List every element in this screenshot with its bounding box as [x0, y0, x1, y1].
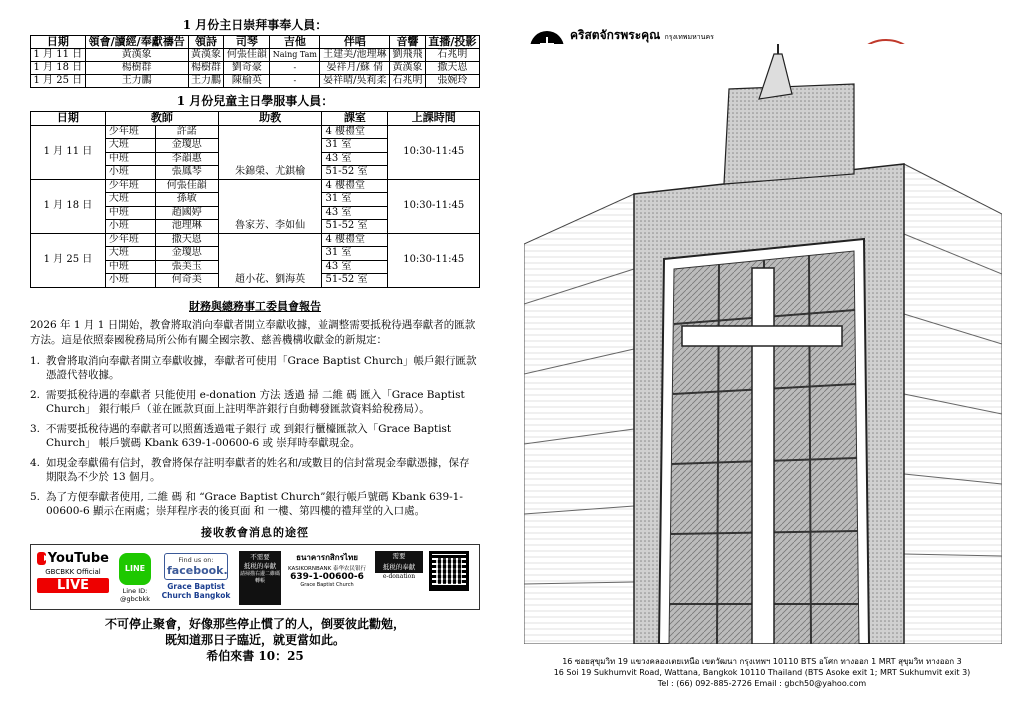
finance-report-item — [30, 456, 480, 485]
kbank-account — [285, 551, 369, 605]
kids-row — [31, 179, 480, 193]
item-number: 1. — [30, 354, 41, 367]
kids-row — [31, 125, 480, 139]
roster-cell: 楊樹群 — [188, 62, 224, 75]
kids-room: 43 室 — [322, 260, 388, 274]
roster-cell: 1 月 11 日 — [31, 49, 86, 62]
kids-row — [31, 233, 480, 247]
kids-header: 課室 — [322, 112, 388, 126]
kids-time: 10:30-11:45 — [388, 125, 480, 179]
kids-assistant — [218, 260, 322, 274]
roster-row — [31, 62, 480, 75]
roster-cell: 黃漢象 — [390, 62, 426, 75]
item-number: 3. — [30, 422, 41, 435]
roster-cell: 1 月 25 日 — [31, 75, 86, 88]
finance-report-item — [30, 354, 480, 383]
kids-assistant — [218, 125, 322, 139]
line-channel[interactable] — [115, 551, 155, 605]
kids-header: 教師 — [105, 112, 218, 126]
roster-cell: 劉飛飛 — [390, 49, 426, 62]
church-address — [522, 656, 1002, 689]
facebook-channel[interactable] — [161, 551, 231, 605]
roster-cell: 劉奇豪 — [224, 62, 270, 75]
kbank-holder: Grace Baptist Church — [300, 581, 354, 588]
kids-teacher: 何張佳韻 — [155, 179, 218, 193]
roster-cell: 何張佳韻 — [224, 49, 270, 62]
kids-assistant — [218, 152, 322, 166]
finance-report-item — [30, 422, 480, 451]
roster-cell: 王力鵬 — [85, 75, 188, 88]
bible-verse: 不可停止聚會，好像那些停止慣了的人，倒要彼此勸勉， 既知道那日子臨近，就更當如此。 希伯來書 10：25 — [104, 616, 405, 663]
kids-teacher: 許諾 — [155, 125, 218, 139]
facebook-page-name: Grace Baptist Church Bangkok — [161, 581, 231, 600]
kids-assistant: 趙小花、劉海英 — [218, 274, 322, 288]
kids-teacher: 趙國婷 — [155, 206, 218, 220]
kids-time: 10:30-11:45 — [388, 179, 480, 233]
kids-class: 少年班 — [105, 233, 155, 247]
item-text: 為了方便奉獻者使用, 二維 碼 和 “Grace Baptist Church”銀行帳戶號碼 Kbank 639-1-00600-6 顯示在兩處；崇拜程序表的後頁面 和 一樓、第四樓的禮拜堂的入口處。 — [46, 490, 463, 517]
roster-cell: 張婉玲 — [425, 75, 479, 88]
kids-header: 上課時間 — [388, 112, 480, 126]
kids-class: 少年班 — [105, 179, 155, 193]
kids-assistant — [218, 179, 322, 193]
finance-report-item — [30, 490, 480, 519]
roster-cell: 撒天恩 — [425, 62, 479, 75]
roster-cell: 黃漢象 — [85, 49, 188, 62]
kids-room: 51-52 室 — [322, 220, 388, 234]
kids-class: 小班 — [105, 220, 155, 234]
line-logo-icon: LINE — [119, 553, 151, 585]
roster-header: 伴唱 — [320, 36, 390, 49]
kids-class: 小班 — [105, 274, 155, 288]
roster-cell: - — [270, 62, 320, 75]
roster-cell: 石兆明 — [425, 49, 479, 62]
roster-header: 司琴 — [224, 36, 270, 49]
kids-assistant — [218, 233, 322, 247]
kids-assistant — [218, 139, 322, 153]
kids-teacher: 孫敏 — [155, 193, 218, 207]
kids-teacher: 何奇美 — [155, 274, 218, 288]
roster-header: 日期 — [31, 36, 86, 49]
kids-header: 日期 — [31, 112, 106, 126]
item-text: 不需要抵稅待遇的奉獻者可以照舊透過電子銀行 或 到銀行櫃檯匯款入「Grace Baptist Church」 帳戶號碼 Kbank 639-1-00600-6 或 崇拜時奉獻現金。 — [46, 422, 452, 449]
kids-room: 4 樓禮堂 — [322, 233, 388, 247]
youtube-play-icon — [37, 552, 46, 565]
kids-teacher: 張美玉 — [155, 260, 218, 274]
roster-row — [31, 75, 480, 88]
receive-news-title: 接收教會消息的途徑 — [201, 525, 309, 539]
kids-teacher: 池理琳 — [155, 220, 218, 234]
left-page — [30, 14, 480, 664]
kids-teacher: 張鳳琴 — [155, 166, 218, 180]
kids-roster-title: 1 月份兒童主日學服事人員： — [176, 94, 334, 108]
roster-cell: 1 月 18 日 — [31, 62, 86, 75]
kbank-en: KASIKORNBANK 泰华农民银行 — [288, 565, 366, 572]
church-building-illustration — [524, 44, 1002, 644]
receive-channels-box — [30, 544, 480, 610]
kids-teacher: 金瓊思 — [155, 247, 218, 261]
contact-info: Tel : (66) 092-885-2726 Email : gbch50@yahoo.com — [657, 679, 867, 688]
finance-report-intro: 2026 年 1 月 1 日開始，教會將取消向奉獻者開立奉獻收據，並調整需要抵稅待遇奉獻者的匯款方法。這是依照泰國稅務局所公佈有關全國宗教、慈善機構收獻金的新規定： — [30, 318, 476, 346]
kids-room: 51-52 室 — [322, 166, 388, 180]
kids-teacher: 李韻惠 — [155, 152, 218, 166]
item-text: 需要抵稅待遇的奉獻者 只能使用 e-donation 方法 透過 掃 二維 碼 匯入「Grace Baptist Church」 銀行帳戶（並在匯款頁面上註明準許銀行自動轉發匯款資料給稅務局）。 — [46, 388, 465, 415]
kids-assistant: 魯家芳、李如仙 — [218, 220, 322, 234]
kbank-account-number: 639-1-00600-6 — [290, 571, 364, 582]
kids-room: 51-52 室 — [322, 274, 388, 288]
kids-class: 大班 — [105, 193, 155, 207]
facebook-logo: Find us on: facebook. — [164, 553, 228, 580]
kids-date: 1 月 18 日 — [31, 179, 106, 233]
kids-class: 中班 — [105, 152, 155, 166]
donation-qr-code-icon[interactable] — [429, 551, 469, 591]
roster-cell: Naing Tam — [270, 49, 320, 62]
finance-report-list — [30, 354, 480, 519]
right-page — [522, 0, 1002, 724]
item-number: 2. — [30, 388, 41, 401]
roster-row — [31, 49, 480, 62]
kids-assistant — [218, 193, 322, 207]
item-number: 4. — [30, 456, 41, 469]
finance-report-title: 財務與總務事工委員會報告 — [189, 299, 321, 313]
kids-date: 1 月 25 日 — [31, 233, 106, 287]
kids-room: 4 樓禮堂 — [322, 125, 388, 139]
roster-cell: 晏祥晴/吳莉柔 — [320, 75, 390, 88]
kids-header: 助教 — [218, 112, 322, 126]
youtube-channel[interactable] — [37, 551, 109, 605]
kids-assistant — [218, 247, 322, 261]
kbank-name: ธนาคารกสิกรไทย — [296, 552, 358, 562]
kids-teacher: 撒天恩 — [155, 233, 218, 247]
roster-header: 音響 — [390, 36, 426, 49]
kids-class: 大班 — [105, 247, 155, 261]
kids-class: 小班 — [105, 166, 155, 180]
item-text: 如現金奉獻備有信封，教會將保存註明奉獻者的姓名和/或數目的信封當現金奉獻憑據，保存期限為不少於 13 個月。 — [46, 456, 470, 483]
roster-cell: 石兆明 — [390, 75, 426, 88]
sunday-roster-table — [30, 35, 480, 88]
roster-cell: 黃漢象 — [188, 49, 224, 62]
roster-header: 吉他 — [270, 36, 320, 49]
youtube-live-badge: LIVE — [37, 578, 109, 593]
kids-room: 31 室 — [322, 139, 388, 153]
youtube-logo: YouTube — [37, 551, 109, 566]
kids-assistant — [218, 206, 322, 220]
youtube-channel-name: GBCBKK Official — [45, 567, 101, 576]
kids-time: 10:30-11:45 — [388, 233, 480, 287]
item-number: 5. — [30, 490, 41, 503]
kids-roster-table — [30, 111, 480, 288]
roster-cell: 陳榆英 — [224, 75, 270, 88]
no-tax-donation-label: 不需要 抵税的奉献 請掃描右邊二維碼轉帳 — [239, 551, 281, 605]
kids-room: 43 室 — [322, 152, 388, 166]
tax-donation-label: 需要 抵税的奉献 e-donation — [375, 551, 423, 605]
address-english: 16 Soi 19 Sukhumvit Road, Wattana, Bangkok 10110 Thailand (BTS Asoke exit 1; MRT Sukhumvit exit 3) — [553, 668, 971, 677]
kids-class: 大班 — [105, 139, 155, 153]
kids-assistant: 朱錦榮、尤錤榆 — [218, 166, 322, 180]
kids-class: 中班 — [105, 260, 155, 274]
roster-header: 直播/投影 — [425, 36, 479, 49]
line-id: Line ID: @gbcbkk — [120, 586, 150, 603]
kids-room: 31 室 — [322, 193, 388, 207]
kids-room: 43 室 — [322, 206, 388, 220]
church-name-thai: คริสตจักรพระคุณ กรุงเทพมหานคร — [570, 28, 714, 42]
roster-cell: - — [270, 75, 320, 88]
roster-cell: 晏祥月/蘇 倩 — [320, 62, 390, 75]
roster-cell: 王力鵬 — [188, 75, 224, 88]
finance-report-item — [30, 388, 480, 417]
kids-class: 少年班 — [105, 125, 155, 139]
kids-date: 1 月 11 日 — [31, 125, 106, 179]
sunday-roster-title: 1 月份主日崇拜事奉人員： — [182, 18, 328, 32]
kids-teacher: 金瓊思 — [155, 139, 218, 153]
kids-room: 4 樓禮堂 — [322, 179, 388, 193]
roster-cell: 楊樹群 — [85, 62, 188, 75]
address-thai: 16 ซอยสุขุมวิท 19 แขวงคลองเตยเหนือ เขตวัฒนา กรุงเทพฯ 10110 BTS อโศก ทางออก 1 MRT สุขุมวิท ทางออก 3 — [562, 657, 962, 666]
item-text: 教會將取消向奉獻者開立奉獻收據，奉獻者可使用「Grace Baptist Church」帳戶銀行匯款憑證代替收據。 — [46, 354, 477, 381]
roster-header: 領會/讀經/奉獻禱告 — [85, 36, 188, 49]
kids-room: 31 室 — [322, 247, 388, 261]
kids-class: 中班 — [105, 206, 155, 220]
roster-cell: 王建美/池理琳 — [320, 49, 390, 62]
roster-header: 領詩 — [188, 36, 224, 49]
